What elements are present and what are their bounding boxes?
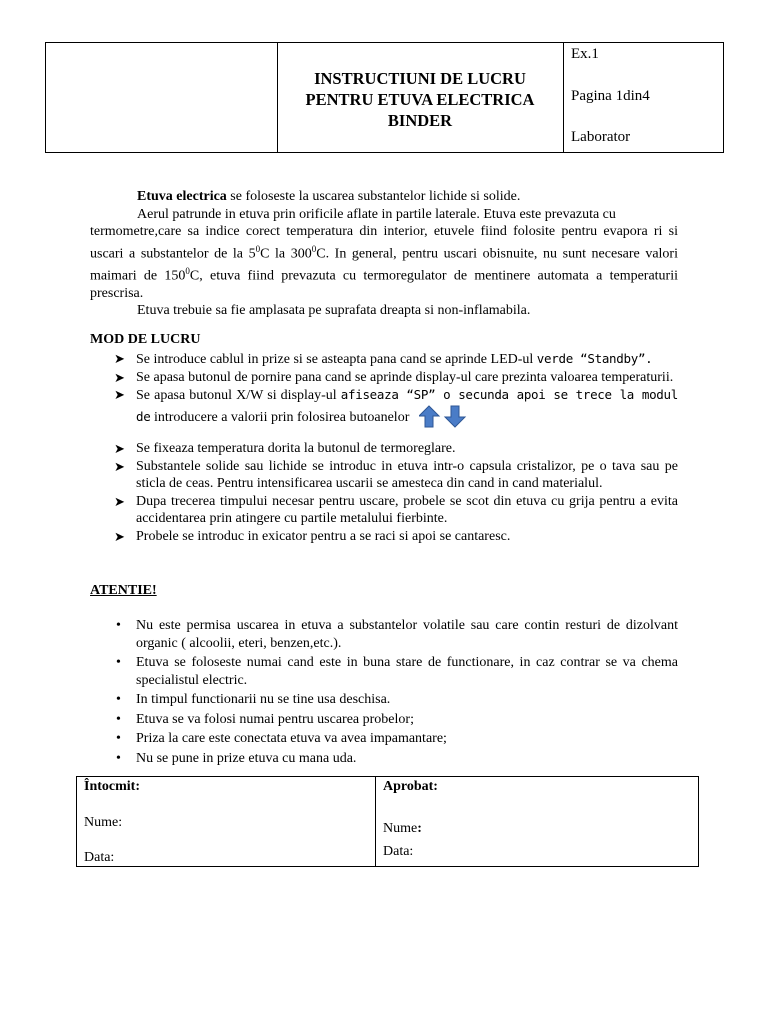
- warning-item: [114, 654, 678, 689]
- step-7-text: Probele se introduc in exicator pentru a se raci si apoi se cantaresc.: [136, 528, 511, 544]
- bullet-icon: •: [116, 692, 121, 707]
- section-heading-atentie: ATENTIE!: [90, 583, 157, 598]
- prepared-by-name: Nume:: [84, 815, 123, 830]
- step-2-text: Se apasa butonul de pornire pana cand se aprinde display-ul care prezinta valoarea temperaturii.: [136, 369, 674, 385]
- intro-text-2e: C, etuva fiind prevazuta cu termoregulator de mentinere automata a temperaturii prescrisa.: [90, 268, 678, 301]
- arrow-bullet-icon: ➤: [114, 369, 125, 385]
- header-table: [45, 42, 724, 153]
- step-3-text: Se apasa butonul X/W si display-ul: [136, 388, 341, 403]
- prepared-by-cell: [77, 777, 376, 866]
- intro-text-2b: termometre,care sa indice corect temperatura din interior, etuvele fiind folosite pentru evapora ri si uscari a substantelor de la 5: [90, 224, 678, 262]
- intro-text-2: Aerul patrunde in etuva prin orificile aflate in partile laterale. Etuva este prevazuta cu: [137, 206, 616, 222]
- logo-cell: [46, 43, 278, 152]
- procedure-step: [114, 440, 678, 458]
- intro-text-2d: C. In general, pentru uscari obisnuite, nu sunt necesare valori maimari de 150: [90, 246, 678, 284]
- step-4-text: Se fixeaza temperatura dorita la butonul de termoreglare.: [136, 441, 456, 456]
- intro-paragraph-3: [90, 302, 678, 320]
- warning-item: [114, 711, 678, 729]
- department-label: Laborator: [571, 129, 631, 145]
- up-arrow-icon: [419, 406, 439, 427]
- arrow-bullet-icon: ➤: [114, 493, 125, 509]
- exemplar-label: Ex.1: [571, 46, 599, 62]
- step-1-standby: verde “Standby”.: [536, 351, 653, 366]
- warning-item: [114, 750, 678, 768]
- procedure-step: [114, 528, 678, 546]
- bullet-icon: •: [116, 731, 121, 746]
- warning-item: [114, 617, 678, 652]
- warning-list: [114, 617, 678, 769]
- arrow-bullet-icon: ➤: [114, 351, 125, 366]
- intro-text-1: se foloseste la uscarea substantelor lichide si solide.: [226, 189, 521, 204]
- intro-text-2c: C la 300: [260, 246, 312, 262]
- procedure-list: [114, 350, 678, 545]
- meta-cell: [565, 43, 723, 152]
- page-number: Pagina 1din4: [571, 88, 650, 104]
- degree-sup: 0: [185, 265, 190, 276]
- intro-term: Etuva electrica: [137, 189, 227, 204]
- intro-paragraph-1: [90, 188, 678, 206]
- procedure-step: [114, 493, 678, 528]
- down-arrow-icon: [445, 406, 465, 427]
- bullet-icon: •: [116, 655, 121, 670]
- warning-item: [114, 691, 678, 709]
- degree-sup: 0: [255, 243, 261, 254]
- approved-name-colon: :: [417, 821, 422, 836]
- document-title: [277, 43, 564, 152]
- warning-text: In timpul functionarii nu se tine usa deschisa.: [136, 692, 391, 707]
- degree-sup: 0: [311, 243, 317, 254]
- warning-text: Etuva se va folosi numai pentru uscarea probelor;: [136, 711, 414, 727]
- bullet-icon: •: [116, 618, 121, 633]
- arrow-bullet-icon: ➤: [114, 528, 125, 544]
- step-5-text: Substantele solide sau lichide se introduc in etuva intr-o capsula cristalizor, pe o tava sau pe sticla de ceas. Pentru intensificarea uscarii se amesteca din cand in cand materialul.: [136, 458, 678, 491]
- approved-name-label: Nume: [383, 821, 418, 836]
- arrow-bullet-icon: ➤: [114, 441, 125, 456]
- prepared-by-title: Întocmit:: [84, 779, 140, 794]
- section-heading-mod: MOD DE LUCRU: [90, 332, 201, 347]
- warning-text: Nu este permisa uscarea in etuva a substantelor volatile sau care contin resturi de dizolvant organic ( alcoolii, eteri, benzen,etc.).: [136, 618, 678, 651]
- procedure-step: [114, 350, 678, 369]
- title-line-2: PENTRU ETUVA ELECTRICA: [305, 89, 535, 109]
- approved-by-title: Aprobat:: [383, 779, 438, 794]
- approved-by-cell: [376, 777, 698, 866]
- title-line-3: BINDER: [387, 110, 453, 130]
- arrow-buttons-graphic: [419, 405, 469, 429]
- warning-text: Nu se pune in prize etuva cu mana uda.: [136, 750, 357, 766]
- step-3-mono: afiseaza “SP” o secunda apoi se trece la modul de: [136, 387, 678, 424]
- intro-section: [90, 188, 678, 320]
- warning-item: [114, 730, 678, 748]
- intro-paragraph-2-cont: [90, 223, 678, 302]
- title-line-1: INSTRUCTIUNI DE LUCRU: [314, 68, 526, 88]
- warning-text: Priza la care este conectata etuva va avea impamantare;: [136, 731, 447, 746]
- procedure-step: [114, 458, 678, 493]
- step-3-tail: introducere a valorii prin folosirea butoanelor: [150, 409, 410, 425]
- bullet-icon: •: [116, 750, 121, 766]
- approved-by-date: Data:: [383, 844, 414, 859]
- warning-text: Etuva se foloseste numai cand este in buna stare de functionare, in caz contrar se va chema specialistul electric.: [136, 655, 678, 688]
- prepared-by-date: Data:: [84, 850, 115, 865]
- step-1-text: Se introduce cablul in prize si se asteapta pana cand se aprinde LED-ul: [136, 352, 537, 367]
- arrow-bullet-icon: ➤: [114, 458, 125, 474]
- procedure-step: [114, 386, 678, 440]
- intro-text-3: Etuva trebuie sa fie amplasata pe suprafata dreapta si non-inflamabila.: [137, 303, 531, 319]
- intro-paragraph-2: [90, 206, 678, 224]
- signature-table: [76, 776, 699, 867]
- procedure-step: [114, 369, 678, 387]
- approved-by-name: [383, 821, 422, 837]
- bullet-icon: •: [116, 711, 121, 727]
- step-6-text: Dupa trecerea timpului necesar pentru uscare, probele se scot din etuva cu grija pentru a evita accidentarea prin atingere cu partile metalului fierbinte.: [136, 493, 678, 526]
- arrow-bullet-icon: ➤: [114, 387, 125, 402]
